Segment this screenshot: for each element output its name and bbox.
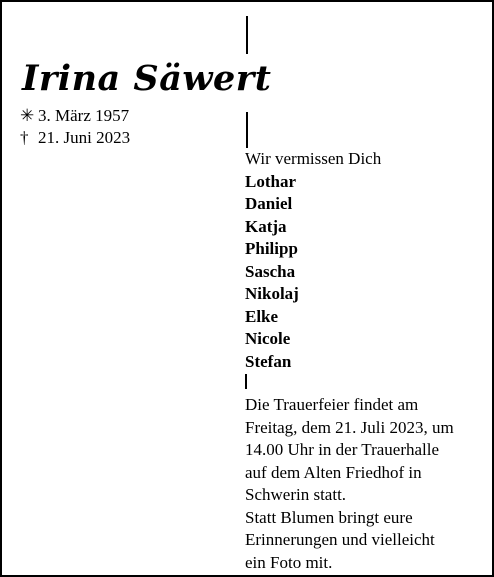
divider-top [246,16,248,54]
mourner-name: Daniel [245,194,293,213]
flowers-line: ein Foto mit. [245,552,333,572]
mourner-name: Philipp [245,239,298,258]
mourner-name: Nikolaj [245,284,299,303]
divider-middle [246,112,248,148]
mourner-name: Katja [245,216,287,236]
mourners-intro: Wir vermissen Dich [245,149,382,168]
service-line: Schwerin statt. [245,485,347,504]
flowers-line: Erinnerungen und vielleicht [245,530,435,549]
service-line: auf dem Alten Friedhof in [245,462,422,482]
birth-row [20,105,130,127]
life-dates [20,105,130,149]
mourner-name: Stefan [245,351,292,371]
service-line: Freitag, dem 21. Juli 2023, um [245,417,454,437]
birth-date: 3. März 1957 [38,106,130,125]
flowers-line: Statt Blumen bringt eure [245,507,413,527]
death-date: 21. Juni 2023 [38,128,131,147]
mourner-name: Lothar [245,171,296,191]
mourner-name: Sascha [245,261,296,281]
divider-bottom [245,374,247,389]
mourner-name: Nicole [245,329,291,348]
death-row [20,127,130,149]
service-info [245,394,454,574]
deceased-name: Irina Säwert [22,58,272,99]
birth-star-icon: ✳ [20,106,35,125]
mourner-name: Elke [245,306,279,326]
mourners-block [245,148,381,373]
service-line: 14.00 Uhr in der Trauerhalle [245,440,440,459]
death-cross-icon: † [20,128,29,147]
service-line: Die Trauerfeier findet am [245,395,419,414]
